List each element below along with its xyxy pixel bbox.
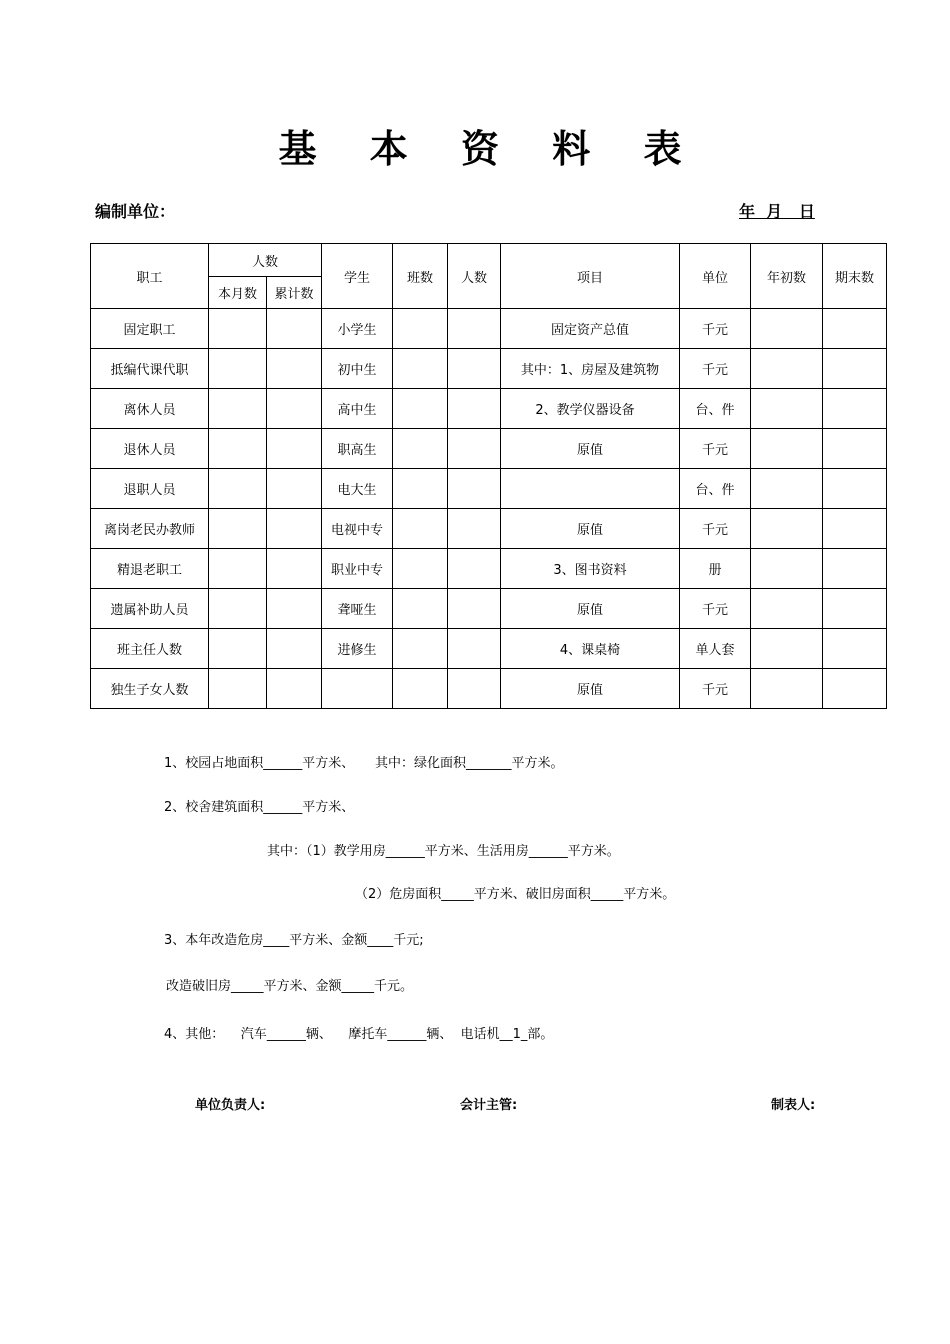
this-month-cell[interactable] xyxy=(209,429,267,469)
note-text: 平方米。 xyxy=(623,887,676,902)
note-text: 4、其他： 汽车 xyxy=(164,1027,267,1042)
cumulative-cell[interactable] xyxy=(267,549,322,589)
year-start-cell[interactable] xyxy=(751,309,823,349)
note-text: 辆、 电话机 xyxy=(426,1027,500,1042)
item-cell xyxy=(501,469,680,509)
staff-cell: 退职人员 xyxy=(91,469,209,509)
classes-cell[interactable] xyxy=(393,549,448,589)
staff-cell: 离岗老民办教师 xyxy=(91,509,209,549)
table-row xyxy=(91,469,887,509)
unit-cell: 千元 xyxy=(680,349,751,389)
item-cell: 原值 xyxy=(501,429,680,469)
car-count-blank[interactable]: ______ xyxy=(266,1027,306,1042)
student-cell: 职高生 xyxy=(322,429,393,469)
year-start-cell[interactable] xyxy=(751,469,823,509)
renovation-amount-blank[interactable]: ____ xyxy=(367,933,394,948)
student-cell: 初中生 xyxy=(322,349,393,389)
note-text: 改造破旧房 xyxy=(166,979,232,994)
cumulative-cell[interactable] xyxy=(267,669,322,709)
note-text: 千元; xyxy=(393,933,424,948)
dilapidated-renovation-area-blank[interactable]: _____ xyxy=(231,979,264,994)
header-unit: 单位 xyxy=(680,244,751,309)
this-month-cell[interactable] xyxy=(209,509,267,549)
note-dilapidated-renovation xyxy=(166,975,413,994)
classes-cell[interactable] xyxy=(393,469,448,509)
classes-cell[interactable] xyxy=(393,669,448,709)
period-end-cell[interactable] xyxy=(823,349,887,389)
staff-cell: 遗属补助人员 xyxy=(91,589,209,629)
note-renovation xyxy=(164,929,424,948)
unit-cell: 千元 xyxy=(680,669,751,709)
item-cell: 2、教学仪器设备 xyxy=(501,389,680,429)
cumulative-cell[interactable] xyxy=(267,309,322,349)
note-text: 1、校园占地面积 xyxy=(164,756,264,771)
student-cell: 电视中专 xyxy=(322,509,393,549)
living-area-blank[interactable]: ______ xyxy=(528,844,568,859)
item-cell: 原值 xyxy=(501,669,680,709)
classes-cell[interactable] xyxy=(393,349,448,389)
motorcycle-count-blank[interactable]: ______ xyxy=(387,1027,427,1042)
cumulative-cell[interactable] xyxy=(267,349,322,389)
student-cell: 小学生 xyxy=(322,309,393,349)
period-end-cell[interactable] xyxy=(823,589,887,629)
compiling-unit-label: 编制单位： xyxy=(95,202,176,221)
phone-count-value[interactable]: __1_ xyxy=(499,1027,528,1042)
year-start-cell[interactable] xyxy=(751,349,823,389)
basic-info-table xyxy=(90,243,887,709)
campus-area-blank[interactable]: ______ xyxy=(263,756,303,771)
renovation-area-blank[interactable]: ____ xyxy=(263,933,290,948)
student-cell: 职业中专 xyxy=(322,549,393,589)
signature-preparer: 制表人: xyxy=(771,1098,816,1113)
header-year-start: 年初数 xyxy=(751,244,823,309)
student-cell: 电大生 xyxy=(322,469,393,509)
signature-accountant: 会计主管: xyxy=(460,1098,518,1113)
student-count-cell[interactable] xyxy=(448,589,501,629)
student-count-cell[interactable] xyxy=(448,549,501,589)
cumulative-cell[interactable] xyxy=(267,629,322,669)
year-start-cell[interactable] xyxy=(751,429,823,469)
staff-cell: 精退老职工 xyxy=(91,549,209,589)
header-count: 人数 xyxy=(209,244,322,277)
student-count-cell[interactable] xyxy=(448,429,501,469)
dilapidated-area-blank[interactable]: _____ xyxy=(590,887,624,902)
table-row xyxy=(91,429,887,469)
header-classes: 班数 xyxy=(393,244,448,309)
note-building-area xyxy=(164,796,354,815)
header-student: 学生 xyxy=(322,244,393,309)
note-text: 其中：（1）教学用房 xyxy=(267,844,386,859)
year-start-cell[interactable] xyxy=(751,509,823,549)
student-count-cell[interactable] xyxy=(448,509,501,549)
item-cell: 原值 xyxy=(501,509,680,549)
note-other xyxy=(164,1023,553,1042)
year-start-cell[interactable] xyxy=(751,549,823,589)
note-text: 平方米、金额 xyxy=(289,933,368,948)
classes-cell[interactable] xyxy=(393,509,448,549)
this-month-cell[interactable] xyxy=(209,309,267,349)
student-cell: 聋哑生 xyxy=(322,589,393,629)
signature-leader: 单位负责人: xyxy=(195,1098,266,1113)
note-text: 辆、 摩托车 xyxy=(305,1027,388,1042)
student-cell xyxy=(322,669,393,709)
teaching-area-blank[interactable]: ______ xyxy=(385,844,425,859)
item-cell: 原值 xyxy=(501,589,680,629)
header-period-end: 期末数 xyxy=(823,244,887,309)
note-text: 平方米、 其中：绿化面积 xyxy=(302,756,466,771)
table-row xyxy=(91,549,887,589)
table-row xyxy=(91,349,887,389)
year-start-cell[interactable] xyxy=(751,389,823,429)
note-text: 3、本年改造危房 xyxy=(164,933,264,948)
table-row xyxy=(91,629,887,669)
item-cell: 3、图书资料 xyxy=(501,549,680,589)
this-month-cell[interactable] xyxy=(209,669,267,709)
table-row xyxy=(91,669,887,709)
period-end-cell[interactable] xyxy=(823,309,887,349)
cumulative-cell[interactable] xyxy=(267,429,322,469)
year-start-cell[interactable] xyxy=(751,589,823,629)
classes-cell[interactable] xyxy=(393,589,448,629)
student-count-cell[interactable] xyxy=(448,669,501,709)
student-count-cell[interactable] xyxy=(448,309,501,349)
note-dangerous-area xyxy=(355,883,675,902)
this-month-cell[interactable] xyxy=(209,349,267,389)
this-month-cell[interactable] xyxy=(209,589,267,629)
staff-cell: 固定职工 xyxy=(91,309,209,349)
table-row xyxy=(91,509,887,549)
note-text: 平方米、生活用房 xyxy=(424,844,529,859)
table-row xyxy=(91,309,887,349)
student-count-cell[interactable] xyxy=(448,629,501,669)
classes-cell[interactable] xyxy=(393,309,448,349)
note-text: 平方米。 xyxy=(567,844,620,859)
period-end-cell[interactable] xyxy=(823,549,887,589)
staff-cell: 抵编代课代职 xyxy=(91,349,209,389)
note-text: 平方米、金额 xyxy=(263,979,342,994)
item-cell: 其中：1、房屋及建筑物 xyxy=(501,349,680,389)
note-teaching-living xyxy=(267,840,620,859)
item-cell: 固定资产总值 xyxy=(501,309,680,349)
unit-cell: 千元 xyxy=(680,309,751,349)
note-text: 平方米、破旧房面积 xyxy=(473,887,591,902)
cumulative-cell[interactable] xyxy=(267,589,322,629)
unit-cell: 册 xyxy=(680,549,751,589)
header-item: 项目 xyxy=(501,244,680,309)
staff-cell: 离休人员 xyxy=(91,389,209,429)
note-text: 千元。 xyxy=(374,979,414,994)
dangerous-area-blank[interactable]: _____ xyxy=(441,887,474,902)
cumulative-cell[interactable] xyxy=(267,469,322,509)
year-start-cell[interactable] xyxy=(751,669,823,709)
header-staff: 职工 xyxy=(91,244,209,309)
period-end-cell[interactable] xyxy=(823,629,887,669)
period-end-cell[interactable] xyxy=(823,469,887,509)
note-text: 2、校舍建筑面积 xyxy=(164,800,264,815)
student-cell: 进修生 xyxy=(322,629,393,669)
table-row xyxy=(91,589,887,629)
unit-cell: 千元 xyxy=(680,429,751,469)
note-text: 平方米。 xyxy=(511,756,564,771)
student-count-cell[interactable] xyxy=(448,469,501,509)
note-campus-area xyxy=(164,752,563,771)
unit-cell: 台、件 xyxy=(680,469,751,509)
student-cell: 高中生 xyxy=(322,389,393,429)
header-this-month: 本月数 xyxy=(209,277,267,309)
unit-cell: 千元 xyxy=(680,509,751,549)
item-cell: 4、课桌椅 xyxy=(501,629,680,669)
classes-cell[interactable] xyxy=(393,629,448,669)
this-month-cell[interactable] xyxy=(209,549,267,589)
period-end-cell[interactable] xyxy=(823,429,887,469)
student-count-cell[interactable] xyxy=(448,389,501,429)
header-cumulative: 累计数 xyxy=(267,277,322,309)
staff-cell: 退休人员 xyxy=(91,429,209,469)
table-row xyxy=(91,389,887,429)
green-area-blank[interactable]: _______ xyxy=(465,756,512,771)
this-month-cell[interactable] xyxy=(209,469,267,509)
period-end-cell[interactable] xyxy=(823,509,887,549)
student-count-cell[interactable] xyxy=(448,349,501,389)
building-area-blank[interactable]: ______ xyxy=(263,800,303,815)
note-text: 平方米、 xyxy=(302,800,355,815)
period-end-cell[interactable] xyxy=(823,389,887,429)
classes-cell[interactable] xyxy=(393,389,448,429)
year-start-cell[interactable] xyxy=(751,629,823,669)
period-end-cell[interactable] xyxy=(823,669,887,709)
unit-cell: 台、件 xyxy=(680,389,751,429)
staff-cell: 独生子女人数 xyxy=(91,669,209,709)
staff-cell: 班主任人数 xyxy=(91,629,209,669)
unit-cell: 单人套 xyxy=(680,629,751,669)
classes-cell[interactable] xyxy=(393,429,448,469)
this-month-cell[interactable] xyxy=(209,389,267,429)
cumulative-cell[interactable] xyxy=(267,509,322,549)
this-month-cell[interactable] xyxy=(209,629,267,669)
note-text: （2）危房面积 xyxy=(355,887,442,902)
note-text: 部。 xyxy=(527,1027,554,1042)
header-student-count: 人数 xyxy=(448,244,501,309)
date-label: 年 月 日 xyxy=(739,202,815,221)
page-title: 基 本 资 料 表 xyxy=(278,127,702,171)
dilapidated-renovation-amount-blank[interactable]: _____ xyxy=(341,979,375,994)
unit-cell: 千元 xyxy=(680,589,751,629)
cumulative-cell[interactable] xyxy=(267,389,322,429)
